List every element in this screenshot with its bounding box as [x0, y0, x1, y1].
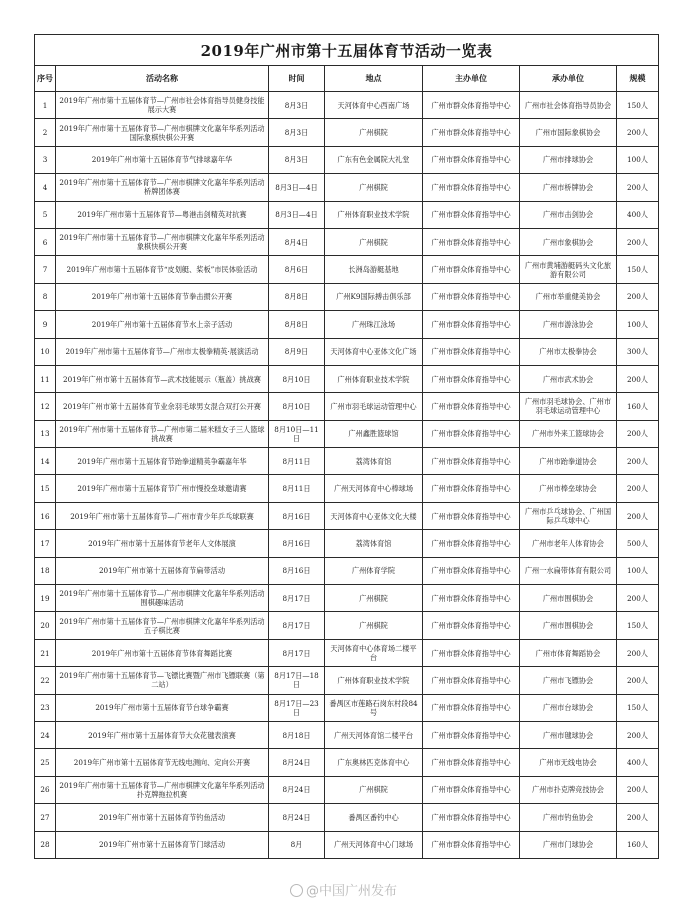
table-row	[35, 530, 659, 557]
cell-place: 荔湾体育馆	[325, 448, 423, 475]
cell-organizer: 广州市黄埔游艇码头文化旅游有限公司	[520, 256, 617, 283]
cell-organizer: 广州市无线电协会	[520, 749, 617, 776]
cell-time: 8月9日	[269, 338, 325, 365]
cell-host: 广州市群众体育指导中心	[423, 557, 520, 584]
table-row	[35, 694, 659, 721]
cell-time: 8月3日	[269, 146, 325, 173]
cell-place: 广州体育职业技术学院	[325, 201, 423, 228]
cell-place: 广州珠江泳场	[325, 311, 423, 338]
cell-id: 22	[35, 667, 56, 694]
cell-host: 广州市群众体育指导中心	[423, 338, 520, 365]
cell-place: 广东奥林匹克体育中心	[325, 749, 423, 776]
cell-name: 2019年广州市第十五届体育节拳击掼公开赛	[56, 283, 269, 310]
cell-time: 8月18日	[269, 721, 325, 748]
cell-scale: 200人	[617, 804, 659, 831]
header-scale: 规模	[617, 66, 659, 92]
cell-time: 8月10日—11日	[269, 420, 325, 447]
cell-host: 广州市群众体育指导中心	[423, 393, 520, 420]
table-row	[35, 612, 659, 639]
table-header-row	[35, 66, 659, 92]
cell-name: 2019年广州市第十五届体育节—飞镖比赛暨广州市飞镖联赛（第二站）	[56, 667, 269, 694]
cell-time: 8月3日	[269, 92, 325, 119]
cell-scale: 500人	[617, 530, 659, 557]
cell-host: 广州市群众体育指导中心	[423, 365, 520, 392]
cell-id: 1	[35, 92, 56, 119]
cell-name: 2019年广州市第十五届体育节—广州市棋牌文化嘉年华系列活动国际象棋快棋公开赛	[56, 119, 269, 146]
cell-organizer: 广州市老年人体育协会	[520, 530, 617, 557]
cell-host: 广州市群众体育指导中心	[423, 612, 520, 639]
cell-scale: 100人	[617, 557, 659, 584]
cell-name: 2019年广州市第十五届体育节体育舞蹈比赛	[56, 639, 269, 666]
cell-id: 16	[35, 502, 56, 529]
activity-table	[34, 34, 659, 859]
cell-host: 广州市群众体育指导中心	[423, 311, 520, 338]
cell-id: 27	[35, 804, 56, 831]
cell-time: 8月3日—4日	[269, 174, 325, 201]
cell-host: 广州市群众体育指导中心	[423, 119, 520, 146]
cell-id: 21	[35, 639, 56, 666]
cell-organizer: 广州市体育舞蹈协会	[520, 639, 617, 666]
cell-time: 8月8日	[269, 311, 325, 338]
cell-id: 13	[35, 420, 56, 447]
header-id: 序号	[35, 66, 56, 92]
cell-scale: 200人	[617, 502, 659, 529]
cell-id: 18	[35, 557, 56, 584]
cell-time: 8月4日	[269, 228, 325, 255]
cell-place: 天河体育中心体育场二楼平台	[325, 639, 423, 666]
cell-id: 19	[35, 585, 56, 612]
weibo-icon	[290, 884, 303, 897]
cell-time: 8月6日	[269, 256, 325, 283]
cell-organizer: 广州市棒垒球协会	[520, 475, 617, 502]
cell-host: 广州市群众体育指导中心	[423, 283, 520, 310]
header-name: 活动名称	[56, 66, 269, 92]
table-row	[35, 749, 659, 776]
cell-name: 2019年广州市第十五届体育节—广州市棋牌文化嘉年华系列活动围棋趣味活动	[56, 585, 269, 612]
table-row	[35, 667, 659, 694]
cell-scale: 100人	[617, 146, 659, 173]
cell-id: 11	[35, 365, 56, 392]
cell-organizer: 广州市太极拳协会	[520, 338, 617, 365]
cell-id: 26	[35, 776, 56, 803]
cell-time: 8月17日—23日	[269, 694, 325, 721]
table-row	[35, 585, 659, 612]
cell-name: 2019年广州市第十五届体育节台球争霸赛	[56, 694, 269, 721]
table-row	[35, 119, 659, 146]
cell-time: 8月11日	[269, 448, 325, 475]
cell-time: 8月16日	[269, 557, 325, 584]
cell-scale: 400人	[617, 201, 659, 228]
cell-place: 广州棋院	[325, 776, 423, 803]
header-place: 地点	[325, 66, 423, 92]
cell-place: 天河体育中心亚体文化广场	[325, 338, 423, 365]
cell-organizer: 广州一水扁带体育有限公司	[520, 557, 617, 584]
header-host: 主办单位	[423, 66, 520, 92]
table-row	[35, 201, 659, 228]
cell-time: 8月17日—18日	[269, 667, 325, 694]
cell-name: 2019年广州市第十五届体育节跆拳道精英争霸嘉年华	[56, 448, 269, 475]
header-time: 时间	[269, 66, 325, 92]
cell-host: 广州市群众体育指导中心	[423, 585, 520, 612]
cell-organizer: 广州市国际象棋协会	[520, 119, 617, 146]
cell-place: 天河体育中心亚体文化大楼	[325, 502, 423, 529]
cell-name: 2019年广州市第十五届体育节—广州市棋牌文化嘉年华系列活动扑克牌拖拉机赛	[56, 776, 269, 803]
cell-scale: 150人	[617, 694, 659, 721]
cell-id: 6	[35, 228, 56, 255]
cell-place: 广州棋院	[325, 119, 423, 146]
cell-id: 24	[35, 721, 56, 748]
cell-scale: 150人	[617, 612, 659, 639]
table-row	[35, 365, 659, 392]
cell-scale: 300人	[617, 338, 659, 365]
cell-place: 番禺区市莲路石岗东村段84号	[325, 694, 423, 721]
cell-host: 广州市群众体育指导中心	[423, 256, 520, 283]
cell-host: 广州市群众体育指导中心	[423, 448, 520, 475]
cell-id: 17	[35, 530, 56, 557]
cell-name: 2019年广州市第十五届体育节无线电测向、定向公开赛	[56, 749, 269, 776]
cell-organizer: 广州市桥牌协会	[520, 174, 617, 201]
weibo-watermark	[290, 880, 397, 899]
cell-name: 2019年广州市第十五届体育节气排球嘉年华	[56, 146, 269, 173]
cell-scale: 200人	[617, 448, 659, 475]
cell-id: 2	[35, 119, 56, 146]
cell-organizer: 广州市武术协会	[520, 365, 617, 392]
cell-name: 2019年广州市第十五届体育节—广州市棋牌文化嘉年华系列活动五子棋比赛	[56, 612, 269, 639]
cell-scale: 200人	[617, 721, 659, 748]
cell-organizer: 广州市排球协会	[520, 146, 617, 173]
table-row	[35, 639, 659, 666]
table-row	[35, 393, 659, 420]
cell-time: 8月17日	[269, 612, 325, 639]
table-row	[35, 338, 659, 365]
cell-organizer: 广州市扑克牌竞技协会	[520, 776, 617, 803]
cell-organizer: 广州市钓鱼协会	[520, 804, 617, 831]
cell-organizer: 广州市围棋协会	[520, 612, 617, 639]
cell-scale: 200人	[617, 776, 659, 803]
cell-scale: 200人	[617, 585, 659, 612]
cell-place: 长洲岛游艇基地	[325, 256, 423, 283]
cell-scale: 200人	[617, 228, 659, 255]
table-row	[35, 146, 659, 173]
cell-host: 广州市群众体育指导中心	[423, 92, 520, 119]
cell-organizer: 广州市跆拳道协会	[520, 448, 617, 475]
cell-organizer: 广州市门球协会	[520, 831, 617, 858]
header-organizer: 承办单位	[520, 66, 617, 92]
table-row	[35, 283, 659, 310]
cell-time: 8月10日	[269, 365, 325, 392]
cell-time: 8月11日	[269, 475, 325, 502]
cell-place: 广东有色金属院大礼堂	[325, 146, 423, 173]
table-row	[35, 721, 659, 748]
cell-time: 8月3日—4日	[269, 201, 325, 228]
cell-place: 荔湾体育馆	[325, 530, 423, 557]
cell-name: 2019年广州市第十五届体育节业余羽毛球男女混合双打公开赛	[56, 393, 269, 420]
cell-id: 23	[35, 694, 56, 721]
cell-host: 广州市群众体育指导中心	[423, 721, 520, 748]
cell-name: 2019年广州市第十五届体育节老年人文体展演	[56, 530, 269, 557]
cell-time: 8月24日	[269, 776, 325, 803]
cell-host: 广州市群众体育指导中心	[423, 530, 520, 557]
cell-id: 8	[35, 283, 56, 310]
cell-scale: 160人	[617, 831, 659, 858]
cell-host: 广州市群众体育指导中心	[423, 639, 520, 666]
cell-place: 广州天河体育馆二楼平台	[325, 721, 423, 748]
cell-scale: 200人	[617, 420, 659, 447]
cell-organizer: 广州市毽球协会	[520, 721, 617, 748]
cell-name: 2019年广州市第十五届体育节—广州市青少年乒乓球联赛	[56, 502, 269, 529]
cell-name: 2019年广州市第十五届体育节扁带活动	[56, 557, 269, 584]
cell-time: 8月3日	[269, 119, 325, 146]
cell-name: 2019年广州市第十五届体育节广州市慢投垒球邀请赛	[56, 475, 269, 502]
cell-host: 广州市群众体育指导中心	[423, 201, 520, 228]
cell-place: 广州体育学院	[325, 557, 423, 584]
cell-scale: 200人	[617, 174, 659, 201]
cell-scale: 200人	[617, 119, 659, 146]
cell-place: 广州棋院	[325, 228, 423, 255]
table-row	[35, 92, 659, 119]
cell-id: 3	[35, 146, 56, 173]
cell-scale: 400人	[617, 749, 659, 776]
table-row	[35, 475, 659, 502]
cell-time: 8月17日	[269, 585, 325, 612]
cell-organizer: 广州市外来工篮球协会	[520, 420, 617, 447]
cell-organizer: 广州市举重健美协会	[520, 283, 617, 310]
cell-time: 8月8日	[269, 283, 325, 310]
cell-scale: 150人	[617, 92, 659, 119]
watermark-text: @中国广州发布	[306, 884, 398, 899]
table-row	[35, 448, 659, 475]
table-row	[35, 557, 659, 584]
cell-place: 广州棋院	[325, 612, 423, 639]
cell-time: 8月16日	[269, 502, 325, 529]
cell-name: 2019年广州市第十五届体育节—武术技能展示（瓶盖）挑战赛	[56, 365, 269, 392]
cell-organizer: 广州市象棋协会	[520, 228, 617, 255]
table-row	[35, 228, 659, 255]
cell-host: 广州市群众体育指导中心	[423, 694, 520, 721]
cell-id: 7	[35, 256, 56, 283]
cell-time: 8月10日	[269, 393, 325, 420]
cell-place: 番禺区番钓中心	[325, 804, 423, 831]
cell-time: 8月	[269, 831, 325, 858]
cell-host: 广州市群众体育指导中心	[423, 749, 520, 776]
cell-place: 广州K9国际搏击俱乐部	[325, 283, 423, 310]
table-row	[35, 804, 659, 831]
cell-scale: 200人	[617, 667, 659, 694]
cell-host: 广州市群众体育指导中心	[423, 475, 520, 502]
cell-place: 广州鑫胜篮球馆	[325, 420, 423, 447]
cell-name: 2019年广州市第十五届体育节—广州市棋牌文化嘉年华系列活动桥牌团体赛	[56, 174, 269, 201]
cell-place: 广州体育职业技术学院	[325, 667, 423, 694]
cell-host: 广州市群众体育指导中心	[423, 667, 520, 694]
cell-host: 广州市群众体育指导中心	[423, 146, 520, 173]
cell-organizer: 广州市围棋协会	[520, 585, 617, 612]
table-row	[35, 420, 659, 447]
cell-organizer: 广州市羽毛球协会、广州市羽毛球运动管理中心	[520, 393, 617, 420]
cell-name: 2019年广州市第十五届体育节水上亲子活动	[56, 311, 269, 338]
cell-place: 广州棋院	[325, 585, 423, 612]
cell-id: 20	[35, 612, 56, 639]
cell-time: 8月16日	[269, 530, 325, 557]
cell-time: 8月24日	[269, 749, 325, 776]
cell-host: 广州市群众体育指导中心	[423, 228, 520, 255]
cell-organizer: 广州市乒乓球协会、广州国际乒乓球中心	[520, 502, 617, 529]
table-row	[35, 311, 659, 338]
cell-id: 12	[35, 393, 56, 420]
cell-name: 2019年广州市第十五届体育节大众花毽表演赛	[56, 721, 269, 748]
cell-scale: 200人	[617, 475, 659, 502]
cell-host: 广州市群众体育指导中心	[423, 502, 520, 529]
table-row	[35, 831, 659, 858]
cell-organizer: 广州市台球协会	[520, 694, 617, 721]
cell-name: 2019年广州市第十五届体育节“皮划艇、桨板”市民体验活动	[56, 256, 269, 283]
cell-name: 2019年广州市第十五届体育节—广州市第二届米糕女子三人篮球挑战赛	[56, 420, 269, 447]
cell-name: 2019年广州市第十五届体育节—广州市棋牌文化嘉年华系列活动象棋快棋公开赛	[56, 228, 269, 255]
cell-organizer: 广州市游泳协会	[520, 311, 617, 338]
activity-table-sheet	[34, 34, 658, 859]
cell-time: 8月24日	[269, 804, 325, 831]
cell-organizer: 广州市飞镖协会	[520, 667, 617, 694]
cell-id: 25	[35, 749, 56, 776]
cell-name: 2019年广州市第十五届体育节门球活动	[56, 831, 269, 858]
cell-scale: 150人	[617, 256, 659, 283]
cell-host: 广州市群众体育指导中心	[423, 804, 520, 831]
cell-id: 5	[35, 201, 56, 228]
cell-name: 2019年广州市第十五届体育节钓鱼活动	[56, 804, 269, 831]
cell-place: 广州棋院	[325, 174, 423, 201]
table-row	[35, 502, 659, 529]
cell-scale: 160人	[617, 393, 659, 420]
cell-id: 9	[35, 311, 56, 338]
table-row	[35, 256, 659, 283]
cell-scale: 100人	[617, 311, 659, 338]
cell-place: 天河体育中心西南广场	[325, 92, 423, 119]
cell-organizer: 广州市社会体育指导员协会	[520, 92, 617, 119]
table-title: 2019年广州市第十五届体育节活动一览表	[35, 35, 659, 66]
cell-place: 广州体育职业技术学院	[325, 365, 423, 392]
table-row	[35, 174, 659, 201]
cell-scale: 200人	[617, 283, 659, 310]
cell-time: 8月17日	[269, 639, 325, 666]
cell-scale: 200人	[617, 365, 659, 392]
cell-place: 广州天河体育中心门球场	[325, 831, 423, 858]
cell-id: 10	[35, 338, 56, 365]
cell-id: 28	[35, 831, 56, 858]
cell-host: 广州市群众体育指导中心	[423, 420, 520, 447]
cell-scale: 200人	[617, 639, 659, 666]
cell-host: 广州市群众体育指导中心	[423, 831, 520, 858]
cell-name: 2019年广州市第十五届体育节—粤港击剑精英对抗赛	[56, 201, 269, 228]
cell-host: 广州市群众体育指导中心	[423, 776, 520, 803]
cell-organizer: 广州市击剑协会	[520, 201, 617, 228]
cell-place: 广州天河体育中心棒球场	[325, 475, 423, 502]
cell-name: 2019年广州市第十五届体育节—广州市社会体育指导员健身技能展示大赛	[56, 92, 269, 119]
cell-id: 15	[35, 475, 56, 502]
cell-id: 14	[35, 448, 56, 475]
cell-place: 广州市羽毛球运动管理中心	[325, 393, 423, 420]
cell-host: 广州市群众体育指导中心	[423, 174, 520, 201]
cell-id: 4	[35, 174, 56, 201]
cell-name: 2019年广州市第十五届体育节—广州市太极拳精英·展演活动	[56, 338, 269, 365]
table-row	[35, 776, 659, 803]
